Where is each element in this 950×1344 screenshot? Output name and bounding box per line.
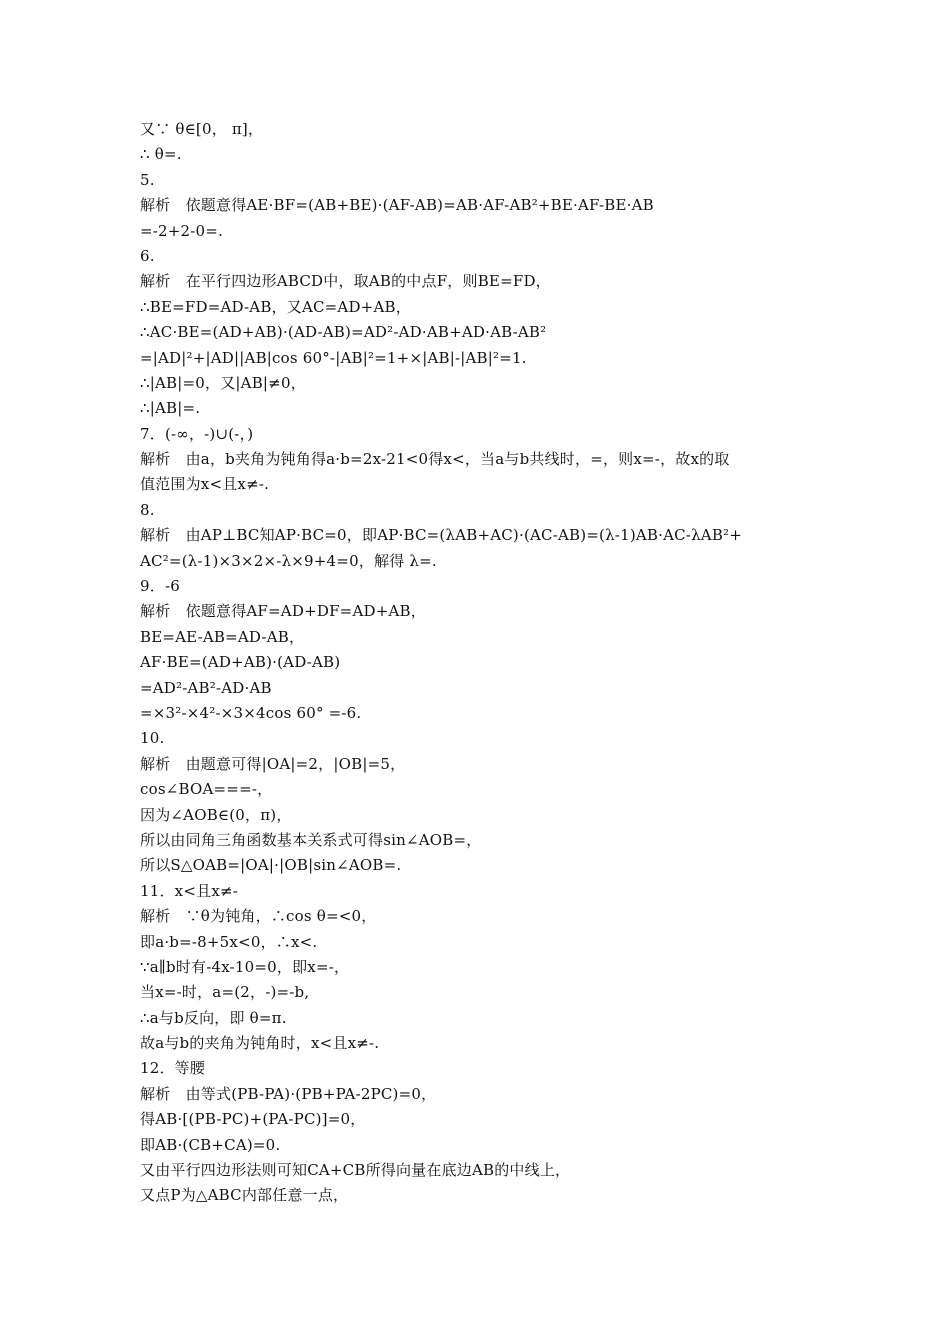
text-line: ∴|AB|=0，又|AB|≠0，: [140, 373, 306, 392]
text-line: ∵a∥b时有-4x-10=0，即x=-，: [140, 957, 350, 976]
document-page: [140, 117, 820, 1209]
text-line: 又由平行四边形法则可知CA+CB所得向量在底边AB的中线上，: [140, 1161, 571, 1180]
problem-number: 12．等腰: [140, 1059, 206, 1078]
text-line: ∴ θ=.: [140, 145, 182, 164]
text-line: 又∵ θ∈[0， π]，: [140, 120, 264, 138]
text-line: 解析 依题意得AE·BF=(AB+BE)·(AF-AB)=AB·AF-AB²+BE·AF-BE·AB: [140, 196, 654, 215]
text-line: =×3²-×4²-×3×4cos 60° =-6.: [140, 703, 362, 722]
problem-number: 9．-6: [140, 577, 180, 596]
text-line: 因为∠AOB∈(0，π)，: [140, 805, 292, 824]
text-line: 当x=-时，a=(2，-)=-b,: [140, 983, 310, 1002]
text-line: cos∠BOA===-，: [140, 780, 273, 799]
text-line: 解析 在平行四边形ABCD中，取AB的中点F，则BE=FD，: [140, 272, 551, 291]
text-line: =AD²-AB²-AD·AB: [140, 678, 272, 697]
text-line: ∴BE=FD=AD-AB，又AC=AD+AB，: [140, 297, 411, 316]
problem-number: 10.: [140, 729, 165, 748]
text-line: 即AB·(CB+CA)=0.: [140, 1135, 281, 1154]
text-line: BE=AE-AB=AD-AB，: [140, 627, 305, 646]
text-line: 故a与b的夹角为钝角时，x<且x≠-.: [140, 1034, 380, 1053]
problem-number: 8.: [140, 500, 155, 519]
text-line: 所以S△OAB=|OA|·|OB|sin∠AOB=.: [140, 856, 402, 875]
text-line: 又点P为△ABC内部任意一点，: [140, 1186, 349, 1205]
text-line: ∴a与b反向，即 θ=π.: [140, 1008, 287, 1027]
text-line: =|AD|²+|AD||AB|cos 60°-|AB|²=1+×|AB|-|AB|²=1.: [140, 348, 527, 367]
text-line: 即a·b=-8+5x<0，∴x<.: [140, 932, 318, 951]
text-line: 所以由同角三角函数基本关系式可得sin∠AOB=，: [140, 830, 482, 849]
text-line: =-2+2-0=.: [140, 221, 224, 240]
text-line: ∴|AB|=.: [140, 399, 201, 418]
problem-number: 6.: [140, 246, 155, 265]
text-line: 值范围为x<且x≠-.: [140, 475, 270, 494]
text-line: 解析 由题意可得|OA|=2，|OB|=5，: [140, 754, 406, 773]
text-line: 解析 由AP⊥BC知AP·BC=0，即AP·BC=(λAB+AC)·(AC-AB)=(λ-1)AB·AC-λAB²+: [140, 526, 743, 545]
text-line: AC²=(λ-1)×3×2×-λ×9+4=0，解得 λ=.: [140, 551, 437, 570]
text-line: 解析 由a，b夹角为钝角得a·b=2x-21<0得x<，当a与b共线时，=，则x=-，故x的取: [140, 450, 730, 469]
problem-number: 7．(-∞，-)∪(-，): [140, 424, 254, 443]
text-line: AF·BE=(AD+AB)·(AD-AB): [140, 653, 341, 672]
text-line: 得AB·[(PB-PC)+(PA-PC)]=0，: [140, 1110, 366, 1129]
text-line: 解析 依题意得AF=AD+DF=AD+AB，: [140, 602, 426, 621]
text-line: 解析 ∵θ为钝角，∴cos θ=<0，: [140, 907, 377, 926]
text-line: 解析 由等式(PB-PA)·(PB+PA-2PC)=0，: [140, 1084, 437, 1103]
text-line: ∴AC·BE=(AD+AB)·(AD-AB)=AD²-AD·AB+AD·AB-AB²: [140, 323, 547, 342]
problem-number: 11．x<且x≠-: [140, 881, 239, 900]
problem-number: 5.: [140, 170, 155, 189]
